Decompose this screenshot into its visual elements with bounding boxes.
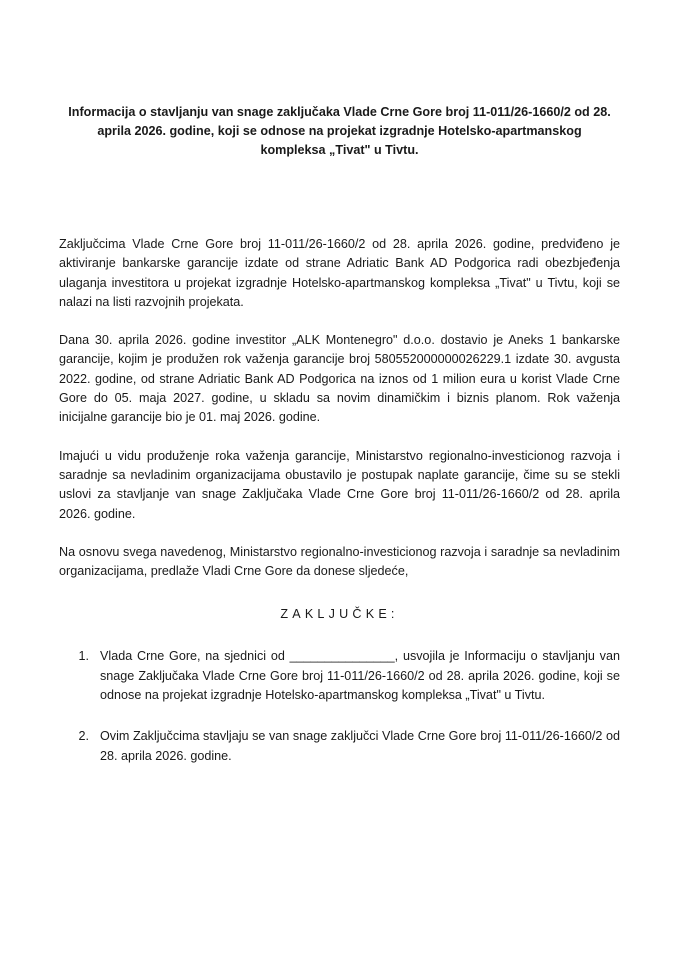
conclusions-list xyxy=(59,647,620,765)
document-title: Informacija o stavljanju van snage zaključaka Vlade Crne Gore broj 11-011/26-1660/2 od 28. aprila 2026. godine, koji se odnose na projekat izgradnje Hotelsko-apartmanskog kompleksa „Tivat" u Tivtu. xyxy=(68,105,611,157)
paragraph-proposal: Na osnovu svega navedenog, Ministarstvo regionalno-investicionog razvoja i saradnje sa nevladinim organizacijama, predlaže Vladi Crne Gore da donese sljedeće, xyxy=(59,544,620,579)
paragraph-guarantee-annex: Dana 30. aprila 2026. godine investitor „ALK Montenegro" d.o.o. dostavio je Aneks 1 bankarske garancije, kojim je produžen rok važenja garancije broj 580552000000026229.1 izdate 30. avgusta 2022. godine, od strane Adriatic Bank AD Podgorica na iznos od 1 milion eura u korist Vlade Crne Gore do 05. maja 2027. godine, u skladu sa novim dinamičkim i biznis planom. Rok važenja inicijalne garancije bio je 01. maj 2026. godine. xyxy=(59,333,620,425)
list-item-number: 1. xyxy=(78,649,89,664)
list-item-number: 2. xyxy=(78,729,89,744)
list-item xyxy=(59,727,620,766)
paragraph-suspension: Imajući u vidu produženje roka važenja garancije, Ministarstvo regionalno-investicionog razvoja i saradnje sa nevladinim organizacijama obustavilo je postupak naplate garancije, čime su se stekli uslovi za stavljanje van snage Zaključaka Vlade Crne Gore broj 11-011/26-1660/2 od 28. aprila 2026. godine. xyxy=(59,448,620,521)
list-item-text: Vlada Crne Gore, na sjednici od _______________, usvojila je Informaciju o stavljanju van snage Zaključaka Vlade Crne Gore broj 11-011/26-1660/2 od 28. aprila 2026. godine, koji se odnose na projekat izgradnje Hotelsko-apartmanskog kompleksa „Tivat" u Tivtu. xyxy=(100,649,620,703)
paragraph-intro: Zaključcima Vlade Crne Gore broj 11-011/26-1660/2 od 28. aprila 2026. godine, predviđeno je aktiviranje bankarske garancije izdate od strane Adriatic Bank AD Podgorica radi obezbjeđenja ulaganja investitora u projekat izgradnje Hotelsko-apartmanskog kompleksa „Tivat" u Tivtu, koji se nalazi na listi razvojnih projekata. xyxy=(59,237,620,309)
list-item-text: Ovim Zaključcima stavljaju se van snage zaključci Vlade Crne Gore broj 11-011/26-1660/2 od 28. aprila 2026. godine. xyxy=(100,729,620,763)
conclusions-heading: ZAKLJUČKE: xyxy=(280,607,399,622)
list-item xyxy=(59,647,620,705)
